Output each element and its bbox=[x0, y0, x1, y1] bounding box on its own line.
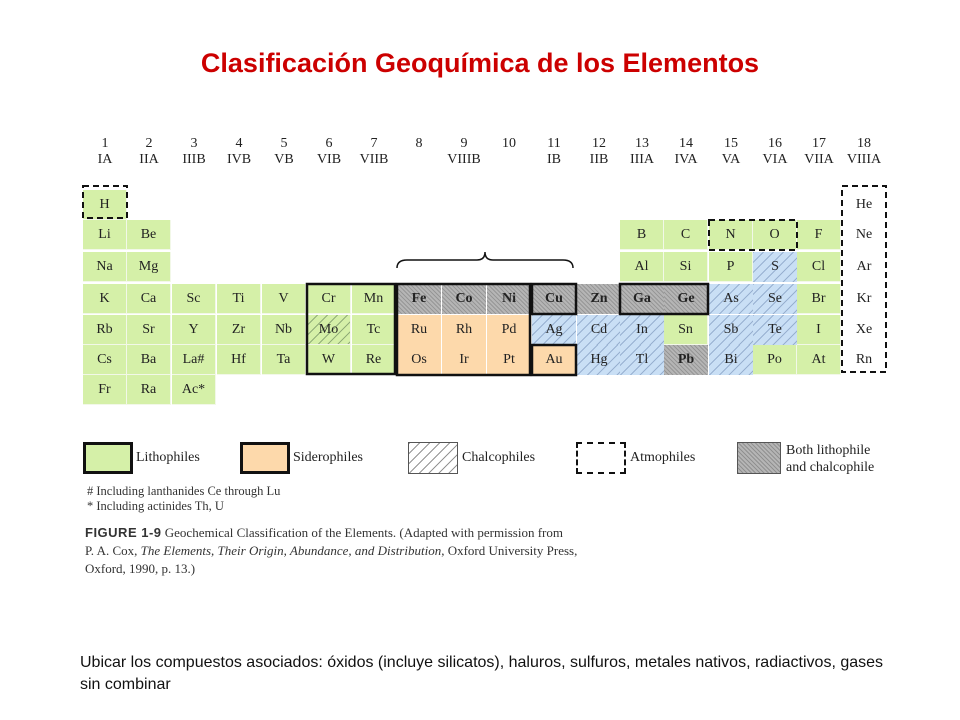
element-cd: Cd bbox=[577, 315, 621, 345]
group-number: 10 bbox=[502, 136, 516, 151]
element-rh: Rh bbox=[442, 315, 486, 345]
element-in: In bbox=[620, 315, 664, 345]
element-kr: Kr bbox=[842, 284, 886, 314]
caption-text-3: Oxford, 1990, p. 13.) bbox=[85, 561, 196, 576]
legend-lithophile-label: Lithophiles bbox=[136, 450, 200, 465]
group-number: 13 bbox=[635, 136, 649, 151]
element-ag: Ag bbox=[532, 315, 576, 345]
element-cr: Cr bbox=[307, 284, 351, 314]
group-header bbox=[577, 136, 621, 168]
group-header bbox=[262, 136, 306, 168]
element-hf: Hf bbox=[217, 345, 261, 375]
element-sr: Sr bbox=[127, 315, 171, 345]
element-si: Si bbox=[664, 252, 708, 282]
element-co: Co bbox=[442, 284, 486, 314]
element-ni: Ni bbox=[487, 284, 531, 314]
group-header bbox=[620, 136, 664, 168]
element-cs: Cs bbox=[83, 345, 127, 375]
legend-chalcophile-label: Chalcophiles bbox=[462, 450, 536, 465]
slide-title: Clasificación Geoquímica de los Elementos bbox=[200, 48, 760, 78]
group-number: 9 bbox=[460, 136, 468, 151]
bottom-instruction: Ubicar los compuestos asociados: óxidos (incluye silicatos), haluros, sulfuros, metales nativos, radiactivos, gases sin combinar bbox=[80, 654, 884, 693]
group-header bbox=[127, 136, 171, 168]
element-la: La# bbox=[172, 345, 216, 375]
element-be: Be bbox=[127, 220, 171, 250]
group-number: 7 bbox=[370, 136, 378, 151]
element-li: Li bbox=[83, 220, 127, 250]
group-roman: IIIA bbox=[629, 152, 655, 167]
element-ac: Ac* bbox=[172, 375, 216, 405]
element-nb: Nb bbox=[262, 315, 306, 345]
element-rb: Rb bbox=[83, 315, 127, 345]
element-os: Os bbox=[397, 345, 441, 375]
element-b: B bbox=[620, 220, 664, 250]
group-header bbox=[352, 136, 396, 168]
legend-both-line1: Both lithophile bbox=[786, 443, 871, 458]
element-br: Br bbox=[797, 284, 841, 314]
legend-atmophile-swatch bbox=[576, 442, 626, 474]
group-roman: IVA bbox=[674, 152, 698, 167]
element-bi: Bi bbox=[709, 345, 753, 375]
element-k: K bbox=[83, 284, 127, 314]
element-ga: Ga bbox=[620, 284, 664, 314]
legend-lithophile-swatch bbox=[83, 442, 133, 474]
element-se: Se bbox=[753, 284, 797, 314]
group-roman: VIIIB bbox=[447, 152, 481, 167]
element-fr: Fr bbox=[83, 375, 127, 405]
group-header bbox=[307, 136, 351, 168]
element-sn: Sn bbox=[664, 315, 708, 345]
group-roman: IIA bbox=[139, 152, 159, 167]
element-y: Y bbox=[172, 315, 216, 345]
element-al: Al bbox=[620, 252, 664, 282]
element-ca: Ca bbox=[127, 284, 171, 314]
group-number: 3 bbox=[190, 136, 198, 151]
element-xe: Xe bbox=[842, 315, 886, 345]
element-ru: Ru bbox=[397, 315, 441, 345]
element-h: H bbox=[83, 190, 127, 220]
figure-label: FIGURE 1-9 bbox=[85, 525, 162, 540]
legend-atmophile-label: Atmophiles bbox=[630, 450, 696, 465]
element-zr: Zr bbox=[217, 315, 261, 345]
element-tl: Tl bbox=[620, 345, 664, 375]
element-o: O bbox=[753, 220, 797, 250]
legend-both-label bbox=[786, 442, 874, 476]
group-roman: IB bbox=[547, 152, 561, 167]
caption-text-2c: , Oxford University Press, bbox=[441, 543, 578, 558]
caption-book-title: The Elements, Their Origin, Abundance, and Distribution bbox=[140, 543, 442, 558]
group-roman: VIIIA bbox=[846, 152, 882, 167]
figure-caption bbox=[85, 524, 645, 578]
group-header bbox=[442, 136, 486, 168]
group-number: 4 bbox=[235, 136, 243, 151]
note-lanthanides: # Including lanthanides Ce through Lu bbox=[87, 484, 281, 498]
element-te: Te bbox=[753, 315, 797, 345]
group-header bbox=[532, 136, 576, 168]
legend-siderophile-label: Siderophiles bbox=[293, 450, 363, 465]
element-ar: Ar bbox=[842, 252, 886, 282]
element-ta: Ta bbox=[262, 345, 306, 375]
element-pb: Pb bbox=[664, 345, 708, 375]
group-number: 11 bbox=[547, 136, 561, 151]
group-roman: IIIB bbox=[182, 152, 206, 167]
caption-text-1: Geochemical Classification of the Elements. (Adapted with permission from bbox=[161, 525, 563, 540]
group-roman: VB bbox=[274, 152, 294, 167]
group-number: 1 bbox=[101, 136, 109, 151]
group-header bbox=[217, 136, 261, 168]
element-cu: Cu bbox=[532, 284, 576, 314]
element-n: N bbox=[709, 220, 753, 250]
element-tc: Tc bbox=[352, 315, 396, 345]
group-roman: VIIA bbox=[804, 152, 834, 167]
element-f: F bbox=[797, 220, 841, 250]
element-na: Na bbox=[83, 252, 127, 282]
element-ne: Ne bbox=[842, 220, 886, 250]
caption-text-2a: P. A. Cox, bbox=[85, 543, 141, 558]
group-number: 5 bbox=[280, 136, 288, 151]
element-i: I bbox=[797, 315, 841, 345]
element-au: Au bbox=[532, 345, 576, 375]
element-mg: Mg bbox=[127, 252, 171, 282]
group-number: 16 bbox=[768, 136, 782, 151]
element-fe: Fe bbox=[397, 284, 441, 314]
element-he: He bbox=[842, 190, 886, 220]
group-number: 8 bbox=[415, 136, 423, 151]
note-actinides: * Including actinides Th, U bbox=[87, 499, 224, 513]
element-as: As bbox=[709, 284, 753, 314]
group-roman: VA bbox=[721, 152, 741, 167]
group-header bbox=[709, 136, 753, 168]
element-po: Po bbox=[753, 345, 797, 375]
element-re: Re bbox=[352, 345, 396, 375]
group-header bbox=[83, 136, 127, 168]
element-v: V bbox=[262, 284, 306, 314]
group-header bbox=[842, 136, 886, 168]
group-header bbox=[172, 136, 216, 168]
element-zn: Zn bbox=[577, 284, 621, 314]
group-number: 12 bbox=[592, 136, 606, 151]
group-number: 2 bbox=[145, 136, 153, 151]
group-header bbox=[487, 136, 531, 152]
group-roman: IIB bbox=[589, 152, 609, 167]
element-mn: Mn bbox=[352, 284, 396, 314]
element-sb: Sb bbox=[709, 315, 753, 345]
group-number: 14 bbox=[679, 136, 693, 151]
legend-both-line2: and chalcophile bbox=[786, 460, 875, 475]
group-number: 15 bbox=[724, 136, 738, 151]
element-mo: Mo bbox=[307, 315, 351, 345]
element-ba: Ba bbox=[127, 345, 171, 375]
element-at: At bbox=[797, 345, 841, 375]
legend-siderophile-swatch bbox=[240, 442, 290, 474]
group-header bbox=[664, 136, 708, 168]
element-ge: Ge bbox=[664, 284, 708, 314]
group-number: 18 bbox=[857, 136, 871, 151]
element-c: C bbox=[664, 220, 708, 250]
element-w: W bbox=[307, 345, 351, 375]
element-p: P bbox=[709, 252, 753, 282]
legend-both-swatch bbox=[737, 442, 781, 474]
element-ra: Ra bbox=[127, 375, 171, 405]
element-pt: Pt bbox=[487, 345, 531, 375]
element-s: S bbox=[753, 252, 797, 282]
group-roman: VIA bbox=[762, 152, 788, 167]
legend-chalcophile-swatch bbox=[408, 442, 458, 474]
group-roman: VIIB bbox=[359, 152, 389, 167]
group-roman: IA bbox=[97, 152, 113, 167]
group-roman: IVB bbox=[226, 152, 252, 167]
element-pd: Pd bbox=[487, 315, 531, 345]
group-header bbox=[797, 136, 841, 168]
group-header bbox=[397, 136, 441, 152]
element-hg: Hg bbox=[577, 345, 621, 375]
element-ir: Ir bbox=[442, 345, 486, 375]
element-sc: Sc bbox=[172, 284, 216, 314]
element-rn: Rn bbox=[842, 345, 886, 375]
group-number: 17 bbox=[812, 136, 826, 151]
element-ti: Ti bbox=[217, 284, 261, 314]
group-number: 6 bbox=[325, 136, 333, 151]
element-cl: Cl bbox=[797, 252, 841, 282]
group-roman: VIB bbox=[316, 152, 342, 167]
group-header bbox=[753, 136, 797, 168]
